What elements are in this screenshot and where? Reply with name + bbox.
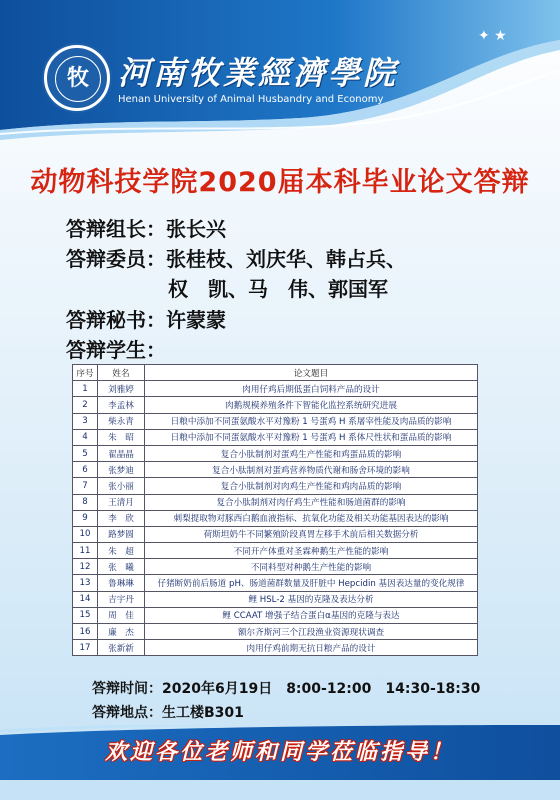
- row-number: 12: [73, 559, 98, 575]
- thesis-title: 复合小肽制剂对蛋鸡营养物质代谢和肠舍环境的影响: [145, 462, 478, 478]
- thesis-title: 复合小肽制剂对蛋鸡生产性能和鸡蛋品质的影响: [145, 445, 478, 461]
- members-row: [66, 243, 406, 272]
- university-logo: [44, 45, 110, 111]
- members-line2: 权 凯、马 伟、郭国军: [168, 277, 388, 301]
- chair-row: [66, 213, 226, 242]
- table-row: [73, 429, 478, 445]
- defense-place: 答辩地点：生工楼B301: [92, 705, 244, 721]
- school-name-en: Henan University of Animal Husbandry and Economy: [118, 94, 384, 105]
- student-name: 王清月: [98, 494, 145, 510]
- members-label: 答辩委员：: [66, 247, 166, 271]
- table-row: [73, 478, 478, 494]
- table-row: [73, 640, 478, 656]
- thesis-title: 肉用仔鸡后期低蛋白饲料产品的设计: [145, 381, 478, 397]
- table-row: [73, 445, 478, 461]
- thesis-title: 鲤 CCAAT 增强子结合蛋白α基因的克隆与表达: [145, 607, 478, 623]
- row-number: 9: [73, 510, 98, 526]
- row-number: 8: [73, 494, 98, 510]
- student-name: 柴永青: [98, 413, 145, 429]
- thesis-title: 不同料型对种鹅生产性能的影响: [145, 559, 478, 575]
- student-name: 张 曦: [98, 559, 145, 575]
- table-row: [73, 543, 478, 559]
- table-row: [73, 413, 478, 429]
- table-row: [73, 575, 478, 591]
- student-name: 廉 杰: [98, 624, 145, 640]
- thesis-title: 日粮中添加不同蛋氨酸水平对豫粉 1 号蛋鸡 H 系体尺性状和蛋品质的影响: [145, 429, 478, 445]
- row-number: 14: [73, 591, 98, 607]
- thesis-title: 复合小肽制剂对肉仔鸡生产性能和肠道菌群的影响: [145, 494, 478, 510]
- row-number: 17: [73, 640, 98, 656]
- welcome-message: 欢迎各位老师和同学莅临指导！: [104, 739, 455, 765]
- row-number: 3: [73, 413, 98, 429]
- student-name: 李 欣: [98, 510, 145, 526]
- thesis-title: 不同开产体重对圣霖种鹅生产性能的影响: [145, 543, 478, 559]
- table-row: [73, 607, 478, 623]
- thesis-title: 荷斯坦奶牛不同繁殖阶段真胃左移手术前后相关数据分析: [145, 526, 478, 542]
- student-name: 李孟林: [98, 397, 145, 413]
- row-number: 7: [73, 478, 98, 494]
- chair-label: 答辩组长：: [66, 217, 166, 241]
- student-name: 路梦圆: [98, 526, 145, 542]
- row-number: 6: [73, 462, 98, 478]
- members-row-2: [168, 273, 388, 302]
- student-name: 翟晶晶: [98, 445, 145, 461]
- table-row: [73, 462, 478, 478]
- student-name: 周 佳: [98, 607, 145, 623]
- student-name: 朱 昭: [98, 429, 145, 445]
- school-name-cn: 河南牧業經濟學院: [118, 54, 399, 92]
- row-number: 4: [73, 429, 98, 445]
- table-row: [73, 624, 478, 640]
- students-label: 答辩学生：: [66, 338, 166, 362]
- star-decoration-icon: ✦ ★: [478, 28, 507, 44]
- table-row: [73, 591, 478, 607]
- thesis-title: 肉用仔鸡前期无抗日粮产品的设计: [145, 640, 478, 656]
- chair-name: 张长兴: [166, 217, 226, 241]
- thesis-title: 复合小肽制剂对肉鸡生产性能和鸡肉品质的影响: [145, 478, 478, 494]
- students-row: [66, 334, 166, 363]
- row-number: 1: [73, 381, 98, 397]
- row-number: 2: [73, 397, 98, 413]
- student-name: 鲁琳琳: [98, 575, 145, 591]
- thesis-title: 日粮中添加不同蛋氨酸水平对豫粉 1 号蛋鸡 H 系屠宰性能及肉品质的影响: [145, 413, 478, 429]
- table-row: [73, 559, 478, 575]
- table-header-row: [73, 365, 478, 381]
- table-body: [73, 381, 478, 656]
- student-name: 张小丽: [98, 478, 145, 494]
- student-name: 张梦迪: [98, 462, 145, 478]
- logo-character: 牧: [55, 56, 101, 102]
- secretary-label: 答辩秘书：: [66, 308, 166, 332]
- table-row: [73, 494, 478, 510]
- secretary-row: [66, 304, 226, 333]
- row-number: 13: [73, 575, 98, 591]
- defense-time: 答辩时间：2020年6月19日 8:00-12:00 14:30-18:30: [92, 681, 481, 697]
- student-name: 吉宇丹: [98, 591, 145, 607]
- header-number: 序号: [73, 365, 98, 381]
- student-name: 张新新: [98, 640, 145, 656]
- header-name: 姓名: [98, 365, 145, 381]
- table-row: [73, 397, 478, 413]
- thesis-title: 额尔齐斯河三个江段渔业资源现状调查: [145, 624, 478, 640]
- student-name: 刘雅婷: [98, 381, 145, 397]
- row-number: 5: [73, 445, 98, 461]
- row-number: 15: [73, 607, 98, 623]
- thesis-title: 鲤 HSL-2 基因的克隆及表达分析: [145, 591, 478, 607]
- thesis-title: 肉鹅规模养殖条件下智能化监控系统研究进展: [145, 397, 478, 413]
- table-row: [73, 510, 478, 526]
- table-row: [73, 526, 478, 542]
- student-name: 朱 超: [98, 543, 145, 559]
- thesis-table: [72, 364, 478, 656]
- row-number: 10: [73, 526, 98, 542]
- thesis-title: 仔猪断奶前后肠道 pH、肠道菌群数量及肝脏中 Hepcidin 基因表达量的变化规律: [145, 575, 478, 591]
- row-number: 11: [73, 543, 98, 559]
- thesis-title: 刺梨提取物对豚西白鹅血液指标、抗氧化功能及相关功能基因表达的影响: [145, 510, 478, 526]
- table-row: [73, 381, 478, 397]
- secretary-name: 许蒙蒙: [166, 308, 226, 332]
- header-title: 论文题目: [145, 365, 478, 381]
- poster-title: 动物科技学院2020届本科毕业论文答辩: [30, 167, 530, 198]
- row-number: 16: [73, 624, 98, 640]
- members-line1: 张桂枝、刘庆华、韩占兵、: [166, 247, 406, 271]
